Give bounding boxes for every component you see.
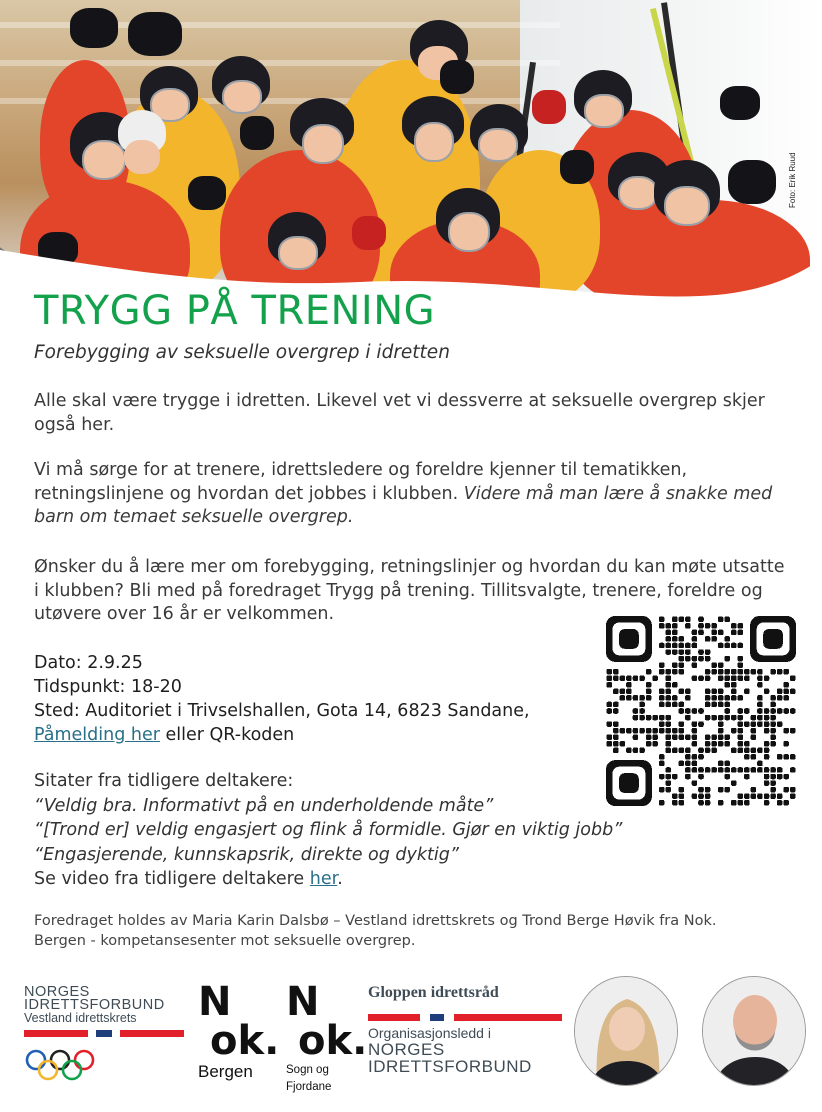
event-details (34, 651, 530, 747)
player-face (222, 80, 262, 114)
logo-text: Sogn og (286, 1064, 329, 1076)
logo-text: Bergen (198, 1062, 253, 1081)
flag-stripe (368, 1014, 568, 1021)
intro-paragraph: Alle skal være trygge i idretten. Likevel vet vi dessverre at seksuelle overgrep skjer også her. (34, 391, 765, 435)
hockey-glove (720, 86, 760, 120)
logo-text: Organisasjonsledd i (368, 1025, 491, 1041)
signup-rest: eller QR-koden (159, 725, 295, 745)
event-time: Tidspunkt: 18-20 (34, 677, 182, 697)
logo-text: IDRETTSFORBUND (24, 997, 165, 1013)
logo-text: ok. (298, 1018, 368, 1064)
quotes-section (34, 769, 622, 892)
video-line (34, 867, 622, 892)
event-date: Dato: 2.9.25 (34, 653, 143, 673)
player-face (414, 122, 454, 162)
hockey-glove (188, 176, 226, 210)
video-link[interactable]: her (309, 869, 338, 889)
signup-line (34, 723, 530, 747)
speaker-portrait (703, 977, 806, 1086)
invitation-paragraph: Ønsker du å lære mer om forebygging, retningslinjer og hvordan du kan møte utsatte i klubben? Bli med på foredraget Trygg på trening. Tillitsvalgte, trenere, foreldre og utøvere over 16 år er velkommen. (34, 557, 785, 624)
photo-credit: Foto: Erik Ruud (788, 152, 797, 208)
speaker-portrait (575, 977, 678, 1086)
quotes-heading: Sitater fra tidligere deltakere: (34, 771, 294, 791)
player-face (124, 140, 160, 174)
qr-code[interactable] (606, 616, 796, 806)
norges-idrettsforbund-vestland-logo (24, 986, 189, 1086)
quote-item: “Engasjerende, kunnskapsrik, direkte og dyktig” (34, 844, 459, 865)
video-suffix: . (337, 869, 343, 889)
flag-stripe (24, 1030, 189, 1037)
hockey-glove (128, 12, 182, 56)
page-title: TRYGG PÅ TRENING (34, 288, 436, 334)
logo-text: Fjordane (286, 1081, 332, 1093)
responsibility-paragraph (34, 459, 794, 530)
gloppen-idrettsrad-logo (368, 984, 568, 1089)
player-face (618, 176, 658, 210)
player-face (302, 124, 344, 164)
event-place: Sted: Auditoriet i Trivselshallen, Gota 14, 6823 Sandane, (34, 701, 530, 721)
signup-link[interactable]: Påmelding her (34, 725, 160, 745)
speaker-avatar-maria (574, 976, 678, 1086)
player-face (584, 94, 624, 128)
logo-text: Gloppen idrettsråd (368, 984, 499, 1001)
hockey-glove (440, 60, 474, 94)
hockey-glove (240, 116, 274, 150)
player-face (664, 186, 710, 226)
logo-text: Vestland idrettskrets (24, 1011, 137, 1025)
hockey-glove (560, 150, 594, 184)
quote-item: “Veldig bra. Informativt på en underholdende måte” (34, 795, 494, 816)
video-prefix: Se video fra tidligere deltakere (34, 869, 310, 889)
logo-text: N (198, 979, 234, 1025)
player-face (478, 128, 518, 162)
logo-text: ok. (210, 1018, 280, 1064)
quote-item: “[Trond er] veldig engasjert og flink å formidle. Gjør en viktig jobb” (34, 820, 623, 840)
paragraph-emphasis: Videre må man lære å snakke med barn om temaet seksuelle overgrep. (34, 483, 773, 527)
hockey-glove (728, 160, 776, 204)
logo-text: NORGES (24, 984, 90, 1000)
speaker-avatar-trond (702, 976, 806, 1086)
speaker-credits: Foredraget holdes av Maria Karin Dalsbø – Vestland idrettskrets og Trond Berge Høvik fra Nok. Bergen - kompetansesenter mot seksuelle overgrep. (34, 913, 717, 949)
hockey-glove (532, 90, 566, 124)
page-subtitle: Forebygging av seksuelle overgrep i idretten (34, 342, 450, 363)
logo-text: N (286, 979, 322, 1025)
nok-bergen-logo (198, 979, 280, 1087)
olympic-rings-icon (24, 1048, 96, 1082)
nok-sogn-og-fjordane-logo (286, 979, 368, 1093)
logo-text: IDRETTSFORBUND (368, 1057, 532, 1076)
player-face (82, 140, 126, 180)
paragraph-text: Vi må sørge for at trenere, idrettsledere og foreldre kjenner til tematikken, retningslinjene og hvordan det jobbes i klubben. (34, 460, 688, 504)
logo-text: NORGES (368, 1040, 445, 1059)
hockey-glove (70, 8, 118, 48)
